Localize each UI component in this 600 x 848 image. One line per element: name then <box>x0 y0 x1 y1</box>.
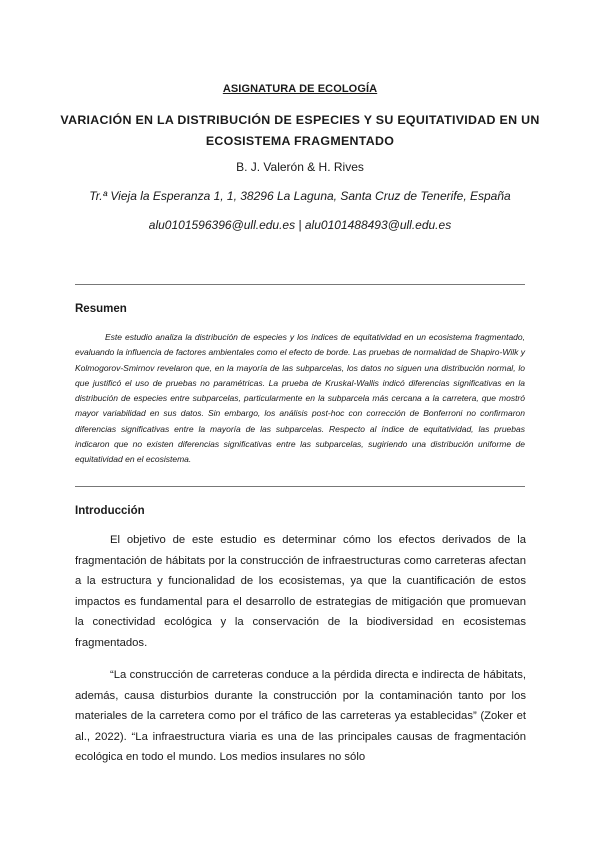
divider-top <box>75 284 525 285</box>
paper-title: VARIACIÓN EN LA DISTRIBUCIÓN DE ESPECIES Y SU EQUITATIVIDAD EN UN ECOSISTEMA FRAGMENTADO <box>60 113 540 148</box>
introduction-paragraph-2: “La construcción de carreteras conduce a la pérdida directa e indirecta de hábitats, además, causa disturbios durante la construcción por la contaminación tanto por los materiales de la carretera como por el tráfico de las carreteras ya establecidas” (Zoker et al., 2022). “La infraestructura viaria es una de las principales causas de fragmentación ecológica en todo el mundo. Los medios insulares no sólo <box>75 669 526 763</box>
introduction-heading: Introducción <box>75 505 145 517</box>
introduction-paragraph-1: El objetivo de este estudio es determinar cómo los efectos derivados de la fragmentación de hábitats por la construcción de infraestructuras como carreteras afectan a la estructura y funcionalidad de los ecosistemas, ya que la cuantificación de estos impactos es fundamental para el desarrollo de estrategias de mitigación que promuevan la conectividad ecológica y la conservación de la biodiversidad en ecosistemas fragmentados. <box>75 534 526 649</box>
authors: B. J. Valerón & H. Rives <box>236 160 364 174</box>
affiliation: Tr.ª Vieja la Esperanza 1, 1, 38296 La Laguna, Santa Cruz de Tenerife, España <box>89 189 511 203</box>
divider-bottom <box>75 486 525 487</box>
author-emails: alu0101596396@ull.edu.es | alu0101488493@ull.edu.es <box>148 218 452 232</box>
abstract-text: Este estudio analiza la distribución de especies y los índices de equitatividad en un ecosistema fragmentado, evaluando la influencia de factores ambientales como el efecto de borde. Las pruebas de normalidad de Shapiro-Wilk y Kolmogorov-Smirnov revelaron que, en la mayoría de las subparcelas, los datos no siguen una distribución normal, lo que justificó el uso de pruebas no paramétricas. La prueba de Kruskal-Wallis indicó diferencias significativas en la distribución de especies entre subparcelas, particularmente en la subparcela más cercana a la carretera, que mostró mayor variabilidad en sus datos. Sin embargo, los análisis post-hoc con corrección de Bonferroni no confirmaron diferencias significativas entre la mayoría de las subparcelas. Respecto al índice de equitatividad, las pruebas indicaron que no existen diferencias significativas entre las subparcelas, sugiriendo una distribución uniforme de equitatividad en el ecosistema. <box>75 332 525 465</box>
course-label: ASIGNATURA DE ECOLOGÍA <box>222 83 378 95</box>
abstract-heading: Resumen <box>75 303 127 315</box>
